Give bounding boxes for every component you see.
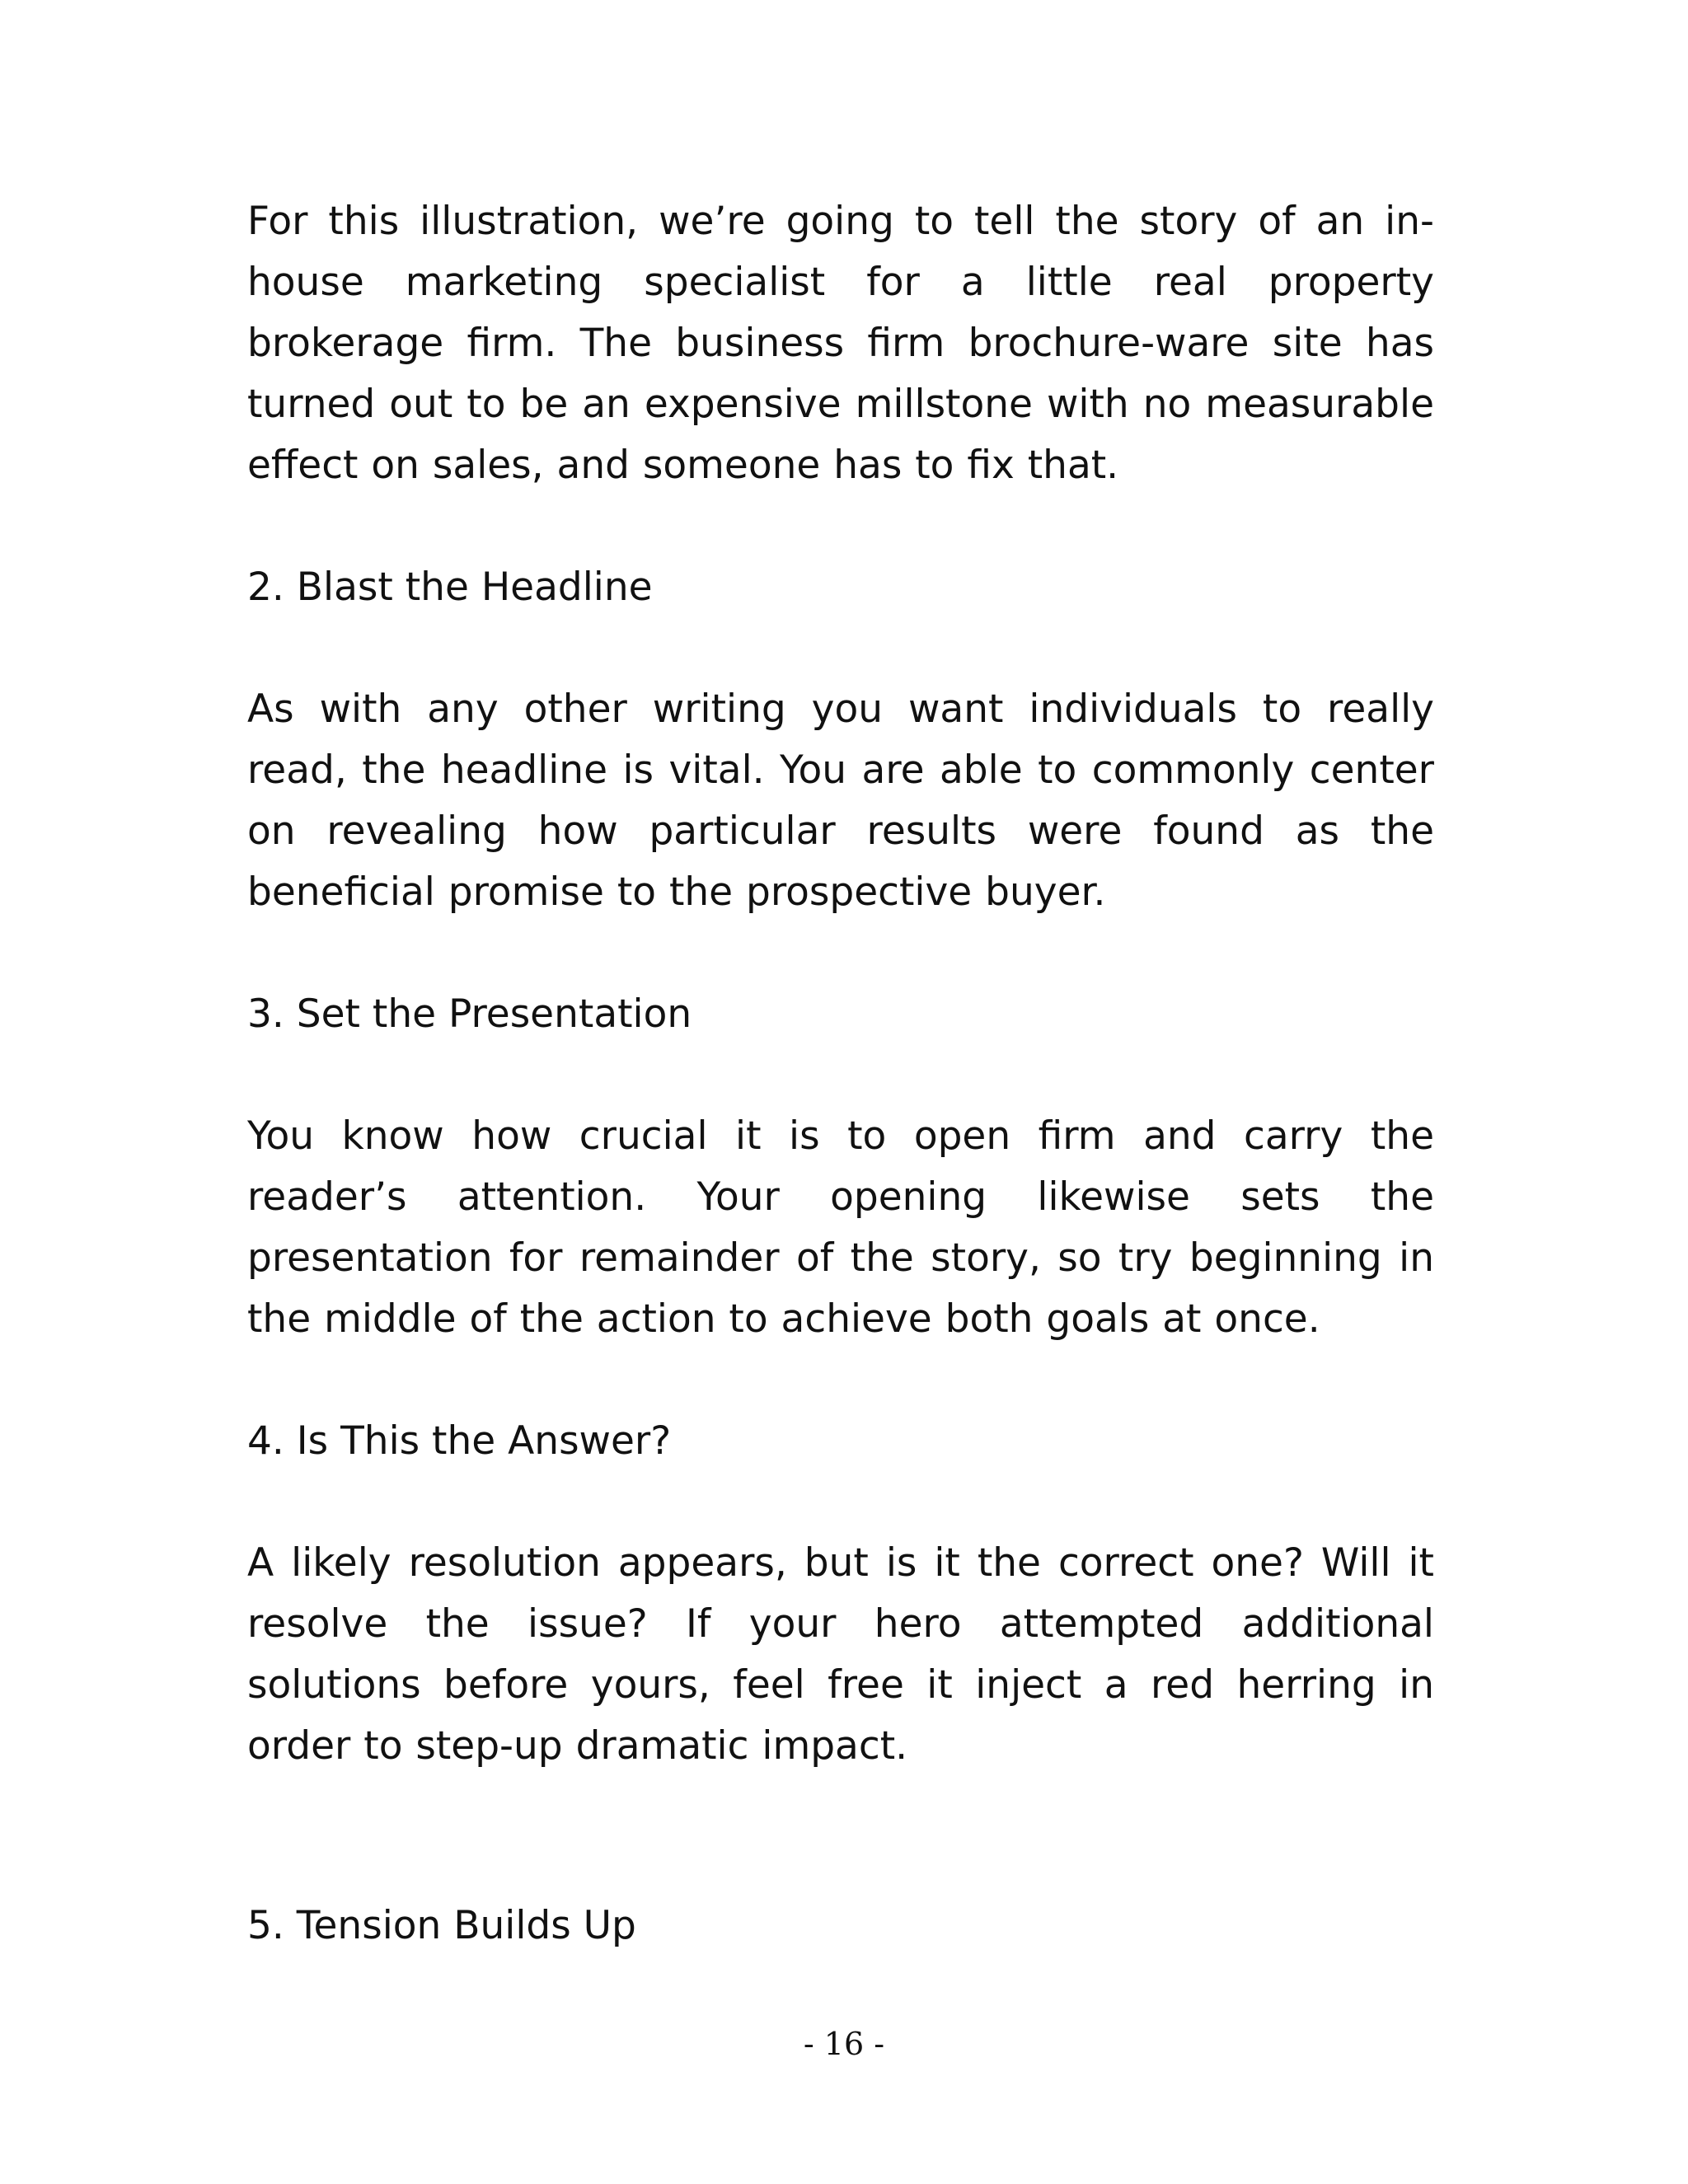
intro-paragraph: For this illustration, we’re going to tell the story of an in-house marketing specialist for a little real property brokerage firm. The business firm brochure-ware site has turned out to be an expensive millstone with no measurable effect on sales, and someone has to fix that. [247,199,1434,488]
page-number: - 16 - [803,2026,885,2062]
section-heading-set-the-presentation: 3. Set the Presentation [247,991,692,1037]
document-page-content [247,191,1434,1957]
presentation-paragraph: You know how crucial it is to open firm and carry the reader’s attention. Your opening likewise sets the presentation for remainder of the story, so try beginning in the middle of the action to achieve both goals at once. [247,1113,1434,1342]
answer-paragraph: A likely resolution appears, but is it the correct one? Will it resolve the issue? If your hero attempted additional solutions before yours, feel free it inject a red herring in order to step-up dramatic impact. [247,1540,1434,1769]
section-heading-blast-the-headline: 2. Blast the Headline [247,565,653,610]
section-heading-tension-builds-up: 5. Tension Builds Up [247,1903,636,1948]
section-heading-is-this-the-answer: 4. Is This the Answer? [247,1418,672,1464]
headline-paragraph: As with any other writing you want individuals to really read, the headline is vital. You are able to commonly center on revealing how particular results were found as the beneficial promise to the prospective buyer. [247,687,1434,915]
